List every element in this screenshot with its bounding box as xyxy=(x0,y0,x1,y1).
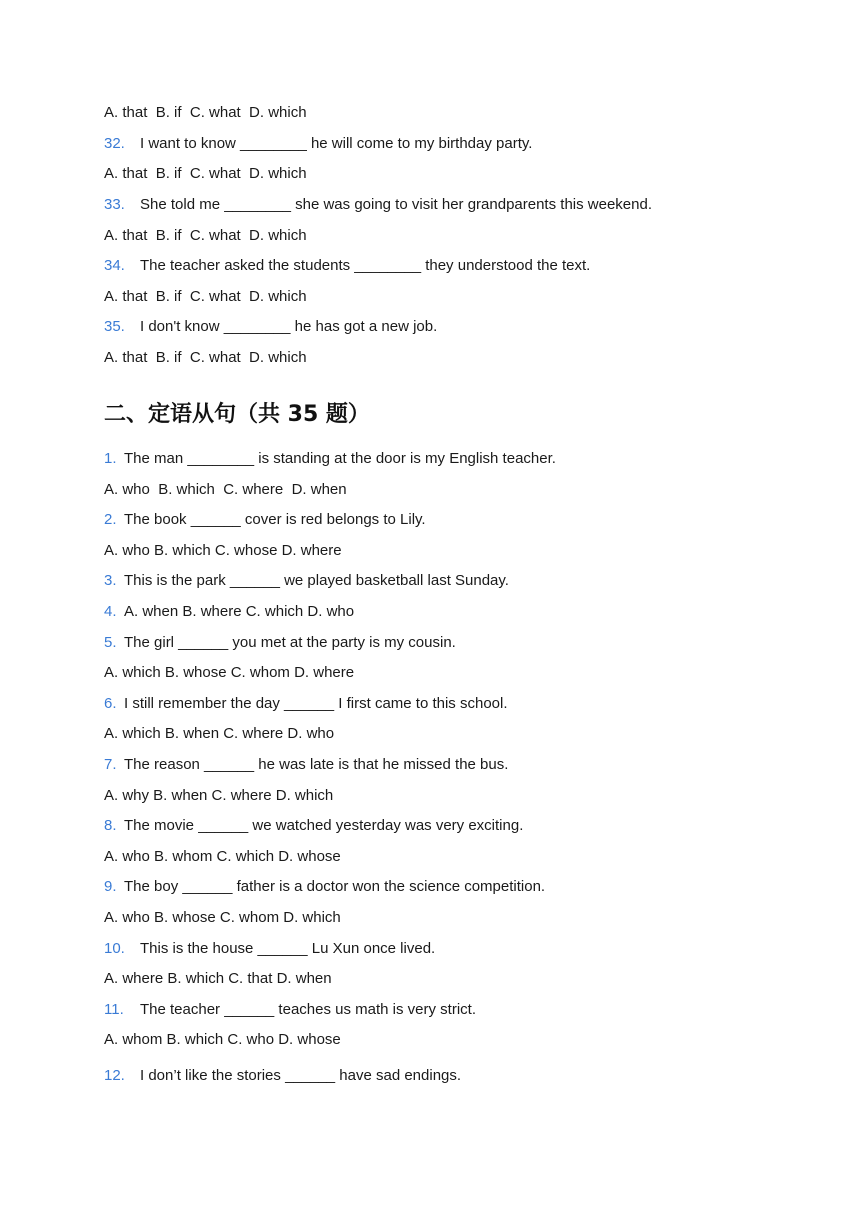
question-33 xyxy=(104,195,652,215)
question-number: 33. xyxy=(104,196,125,213)
answer-options xyxy=(104,786,333,806)
question-9 xyxy=(104,877,545,897)
question-3 xyxy=(104,571,509,591)
question-text: The reason ______ he was late is that he missed the bus. xyxy=(124,756,509,773)
question-4 xyxy=(104,602,354,622)
question-number: 34. xyxy=(104,257,125,274)
answer-options xyxy=(104,663,354,683)
line-text: A. who B. which C. where D. when xyxy=(104,481,347,498)
line-text: A. why B. when C. where D. which xyxy=(104,787,334,804)
question-11 xyxy=(104,1000,476,1020)
question-32 xyxy=(104,134,532,154)
line-text: A. that B. if C. what D. which xyxy=(104,349,307,366)
question-5 xyxy=(104,633,456,653)
question-text: I don't know ________ he has got a new job. xyxy=(140,318,438,335)
question-text: The girl ______ you met at the party is my cousin. xyxy=(124,634,456,651)
answer-options xyxy=(104,1030,341,1050)
question-number: 9. xyxy=(104,878,117,895)
answer-options xyxy=(104,164,307,184)
question-text: She told me ________ she was going to visit her grandparents this weekend. xyxy=(140,196,652,213)
question-number: 1. xyxy=(104,450,117,467)
question-number: 8. xyxy=(104,817,117,834)
question-34 xyxy=(104,256,590,276)
answer-options xyxy=(104,480,347,500)
section-heading: 二、定语从句（共 35 题） xyxy=(104,402,370,427)
question-number: 4. xyxy=(104,603,117,620)
line-text: A. who B. whom C. which D. whose xyxy=(104,848,341,865)
question-number: 35. xyxy=(104,318,125,335)
question-text: I don’t like the stories ______ have sad endings. xyxy=(140,1067,462,1084)
question-6 xyxy=(104,694,508,714)
answer-options xyxy=(104,541,342,561)
question-number: 2. xyxy=(104,511,117,528)
question-number: 3. xyxy=(104,572,117,589)
question-text: The man ________ is standing at the door is my English teacher. xyxy=(124,450,556,467)
line-text: A. that B. if C. what D. which xyxy=(104,165,307,182)
question-text: This is the house ______ Lu Xun once lived. xyxy=(140,940,436,957)
line-text: A. whom B. which C. who D. whose xyxy=(104,1031,341,1048)
question-1 xyxy=(104,449,556,469)
question-text: The boy ______ father is a doctor won the science competition. xyxy=(124,878,546,895)
question-text: The teacher asked the students ________ they understood the text. xyxy=(140,257,591,274)
line-text: A. where B. which C. that D. when xyxy=(104,970,332,987)
line-text: A. who B. which C. whose D. where xyxy=(104,542,342,559)
answer-options xyxy=(104,348,307,368)
question-text: The movie ______ we watched yesterday was very exciting. xyxy=(124,817,524,834)
question-text: The book ______ cover is red belongs to Lily. xyxy=(124,511,426,528)
question-7 xyxy=(104,755,508,775)
question-text: This is the park ______ we played basketball last Sunday. xyxy=(124,572,509,589)
question-8 xyxy=(104,816,523,836)
question-number: 32. xyxy=(104,135,125,152)
question-text: I still remember the day ______ I first came to this school. xyxy=(124,695,508,712)
answer-options xyxy=(104,287,307,307)
answer-options xyxy=(104,847,341,867)
question-text: A. when B. where C. which D. who xyxy=(124,603,355,620)
question-number: 5. xyxy=(104,634,117,651)
answer-options xyxy=(104,103,307,123)
question-10 xyxy=(104,939,435,959)
line-text: A. which B. when C. where D. who xyxy=(104,725,335,742)
answer-options xyxy=(104,724,334,744)
question-text: The teacher ______ teaches us math is very strict. xyxy=(140,1001,476,1018)
question-number: 11. xyxy=(104,1001,124,1018)
question-number: 6. xyxy=(104,695,117,712)
question-35 xyxy=(104,317,437,337)
question-2 xyxy=(104,510,426,530)
answer-options xyxy=(104,969,332,989)
line-text: A. which B. whose C. whom D. where xyxy=(104,664,355,681)
question-number: 10. xyxy=(104,940,125,957)
line-text: A. that B. if C. what D. which xyxy=(104,288,307,305)
line-text: A. who B. whose C. whom D. which xyxy=(104,909,341,926)
question-number: 7. xyxy=(104,756,117,773)
question-12 xyxy=(104,1066,461,1086)
answer-options xyxy=(104,908,341,928)
question-number: 12. xyxy=(104,1067,125,1084)
question-text: I want to know ________ he will come to my birthday party. xyxy=(140,135,533,152)
line-text: A. that B. if C. what D. which xyxy=(104,104,307,121)
line-text: A. that B. if C. what D. which xyxy=(104,227,307,244)
answer-options xyxy=(104,226,307,246)
